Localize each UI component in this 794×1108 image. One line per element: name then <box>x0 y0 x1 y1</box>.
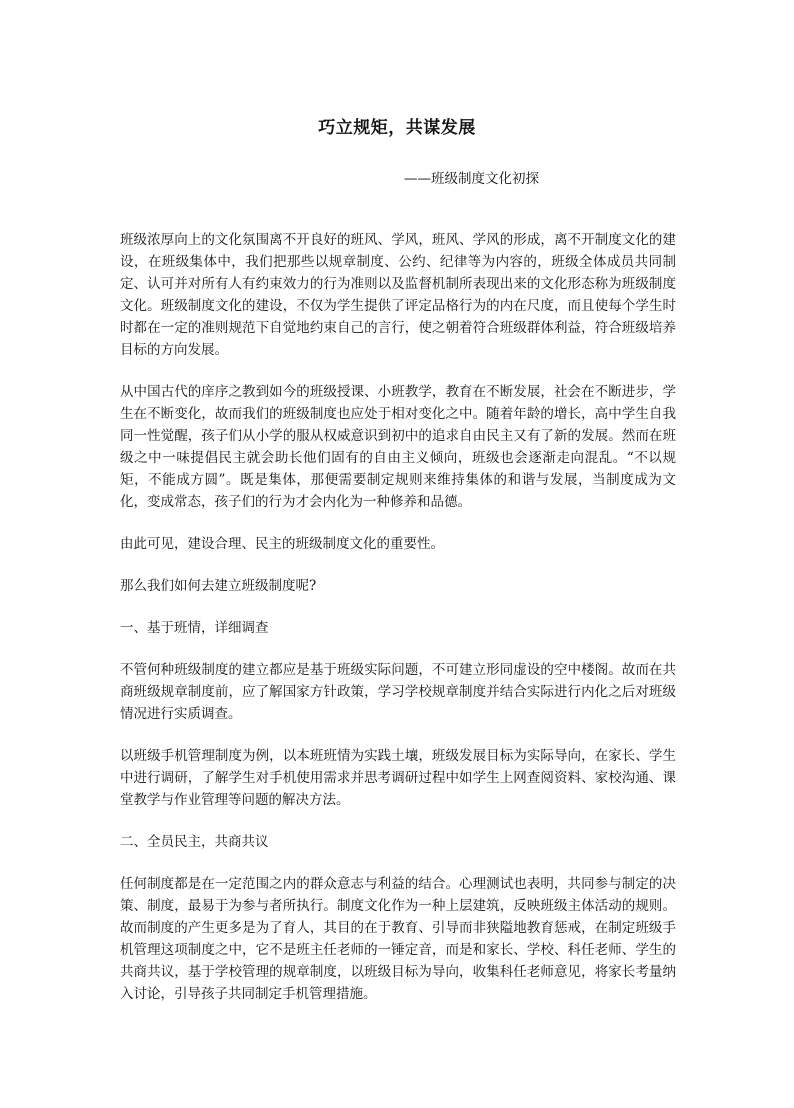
section-heading: 一、基于班情，详细调查 <box>120 620 269 636</box>
paragraph: 从中国古代的庠序之教到如今的班级授课、小班教学，教育在不断发展，社会在不断进步，学生在不断变化，故而我们的班级制度也应处于相对变化之中。随着年龄的增长，高中学生自我同一性觉醒，孩子们从小学的服从权威意识到初中的追求自由民主又有了新的发展。然而在班级之中一味提倡民主就会助长他们固有的自由主义倾向，班级也会逐渐走向混乱。“不以规矩，不能成方圆”。既是集体，那便需要制定规则来维持集体的和谐与发展，当制度成为文化，变成常态，孩子们的行为才会内化为一种修养和品德。 <box>120 384 676 510</box>
paragraph: 由此可见，建设合理、民主的班级制度文化的重要性。 <box>120 536 444 552</box>
paragraph: 任何制度都是在一定范围之内的群众意志与利益的结合。心理测试也表明，共同参与制定的决策、制度，最易于为参与者所执行。制度文化作为一种上层建筑，反映班级主体活动的规则。故而制度的产生更多是为了育人，其目的在于教育、引导而非狭隘地教育惩戒，在制定班级手机管理这项制度之中，它不是班主任老师的一锤定音，而是和家长、学校、科任老师、学生的共商共议，基于学校管理的规章制度，以班级目标为导向，收集科任老师意见，将家长考量纳入讨论，引导孩子共同制定手机管理措施。 <box>120 876 676 1002</box>
paragraph: 班级浓厚向上的文化氛围离不开良好的班风、学风，班风、学风的形成，离不开制度文化的建设，在班级集体中，我们把那些以规章制度、公约、纪律等为内容的，班级全体成员共同制定、认可并对所有人有约束效力的行为准则以及监督机制所表现出来的文化形态称为班级制度文化。班级制度文化的建设，不仅为学生提供了评定品格行为的内在尺度，而且使每个学生时时都在一定的准则规范下自觉地约束自己的言行，使之朝着符合班级群体利益，符合班级培养目标的方向发展。 <box>120 232 676 358</box>
section-heading: 二、全员民主，共商共议 <box>120 834 269 850</box>
document-title: 巧立规矩，共谋发展 <box>318 118 476 138</box>
paragraph: 那么我们如何去建立班级制度呢? <box>120 578 317 594</box>
document-body <box>120 229 676 1025</box>
document-subtitle: ——班级制度文化初探 <box>404 171 539 187</box>
paragraph: 不管何种班级制度的建立都应是基于班级实际问题，不可建立形同虚设的空中楼阁。故而在共商班级规章制度前，应了解国家方针政策，学习学校规章制度并结合实际进行内化之后对班级情况进行实质调查。 <box>120 662 676 722</box>
paragraph: 以班级手机管理制度为例，以本班班情为实践土壤，班级发展目标为实际导向，在家长、学生中进行调研，了解学生对手机使用需求并思考调研过程中如学生上网查阅资料、家校沟通、课堂教学与作业管理等问题的解决方法。 <box>120 748 676 808</box>
